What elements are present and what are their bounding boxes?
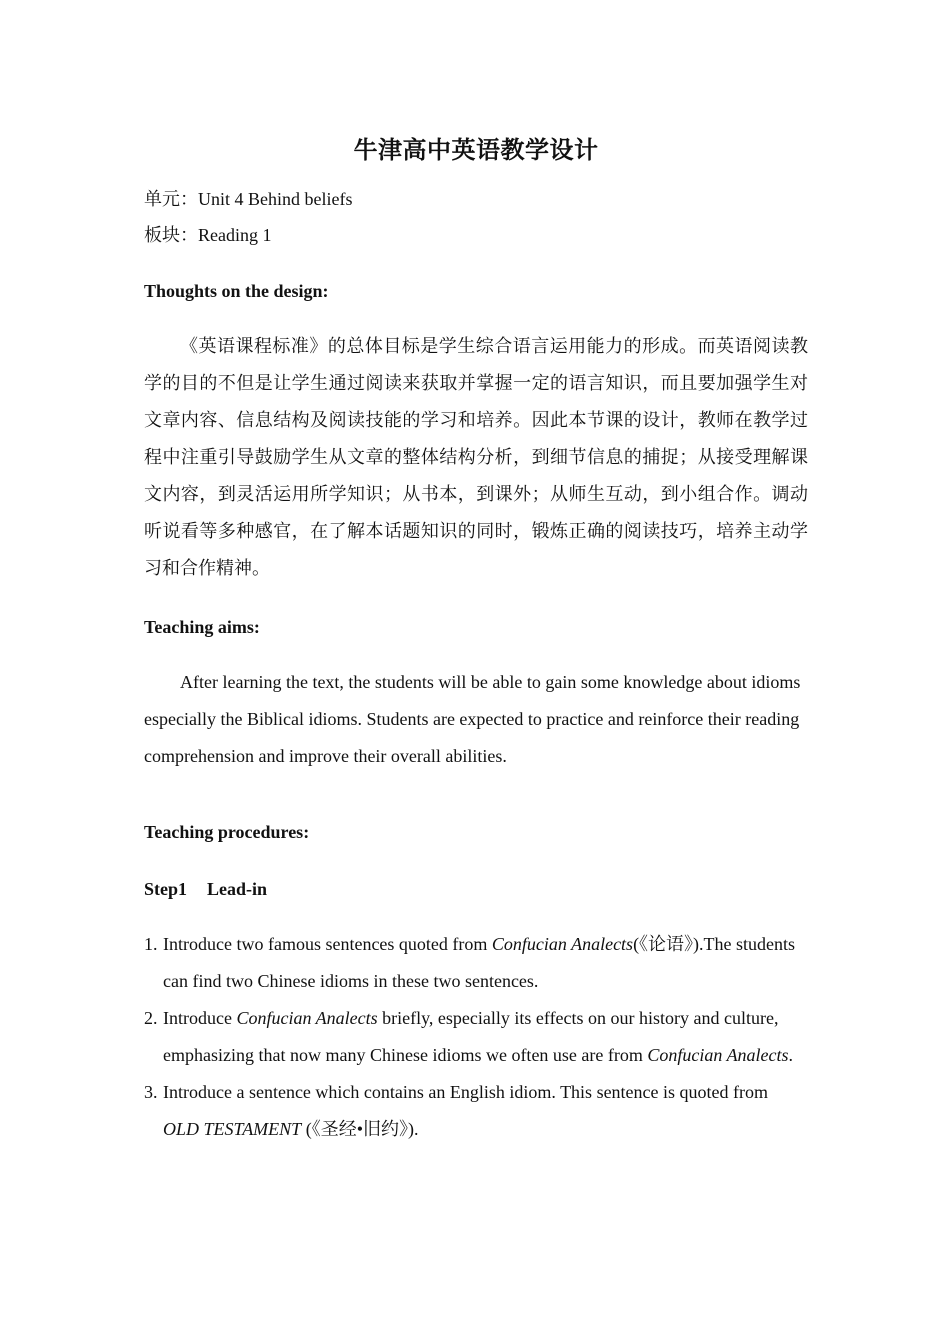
- list-item: [144, 1074, 808, 1148]
- unit-label: 单元：: [144, 189, 198, 209]
- list-item-text: Introduce a sentence which contains an English idiom. This sentence is quoted from: [163, 1082, 769, 1102]
- book-title: Confucian Analects: [491, 934, 634, 954]
- step-heading: [144, 876, 267, 902]
- aims-paragraph: After learning the text, the students will be able to gain some knowledge about idioms especially the Biblical idioms. Students are expected to practice and reinforce their reading comprehension and improve their overall abilities.: [144, 672, 801, 766]
- list-item-text: Introduce two famous sentences quoted from: [163, 934, 492, 954]
- list-item-text: .: [788, 1045, 794, 1065]
- step-number: Step1: [144, 879, 188, 899]
- book-title: Confucian Analects: [236, 1008, 378, 1028]
- book-title: OLD TESTAMENT: [163, 1119, 302, 1139]
- procedures-heading: Teaching procedures:: [144, 822, 310, 842]
- module-label: 板块：: [144, 225, 198, 245]
- list-item-number: 3.: [144, 1082, 158, 1102]
- list-item-text: (《论语》).The students can find two Chinese idioms in these two sentences.: [163, 934, 796, 991]
- book-title: Confucian Analects: [647, 1045, 789, 1065]
- list-item-text: (《圣经•旧约》).: [301, 1119, 419, 1139]
- thoughts-heading: Thoughts on the design:: [144, 281, 329, 301]
- unit-value: Unit 4 Behind beliefs: [198, 189, 353, 209]
- list-item-number: 1.: [144, 934, 158, 954]
- list-item: [144, 1000, 808, 1074]
- list-item-text: briefly, especially its effects on our history and culture, emphasizing that now many Chinese idioms we often use are from: [163, 1008, 779, 1065]
- module-line: [144, 222, 272, 248]
- module-value: Reading 1: [198, 225, 272, 245]
- thoughts-paragraph: 《英语课程标准》的总体目标是学生综合语言运用能力的形成。而英语阅读教学的目的不但是让学生通过阅读来获取并掌握一定的语言知识，而且要加强学生对文章内容、信息结构及阅读技能的学习和培养。因此本节课的设计，教师在教学过程中注重引导鼓励学生从文章的整体结构分析，到细节信息的捕捉；从接受理解课文内容，到灵活运用所学知识；从书本，到课外；从师生互动，到小组合作。调动听说看等多种感官，在了解本话题知识的同时，锻炼正确的阅读技巧，培养主动学习和合作精神。: [144, 336, 808, 578]
- document-title: 牛津高中英语教学设计: [353, 136, 599, 164]
- aims-heading: Teaching aims:: [144, 617, 260, 637]
- step-name: Lead-in: [207, 879, 268, 899]
- list-item-number: 2.: [144, 1008, 158, 1028]
- procedure-list: [144, 926, 808, 1148]
- list-item: [144, 926, 808, 1000]
- list-item-text: Introduce: [163, 1008, 237, 1028]
- unit-line: [144, 186, 352, 212]
